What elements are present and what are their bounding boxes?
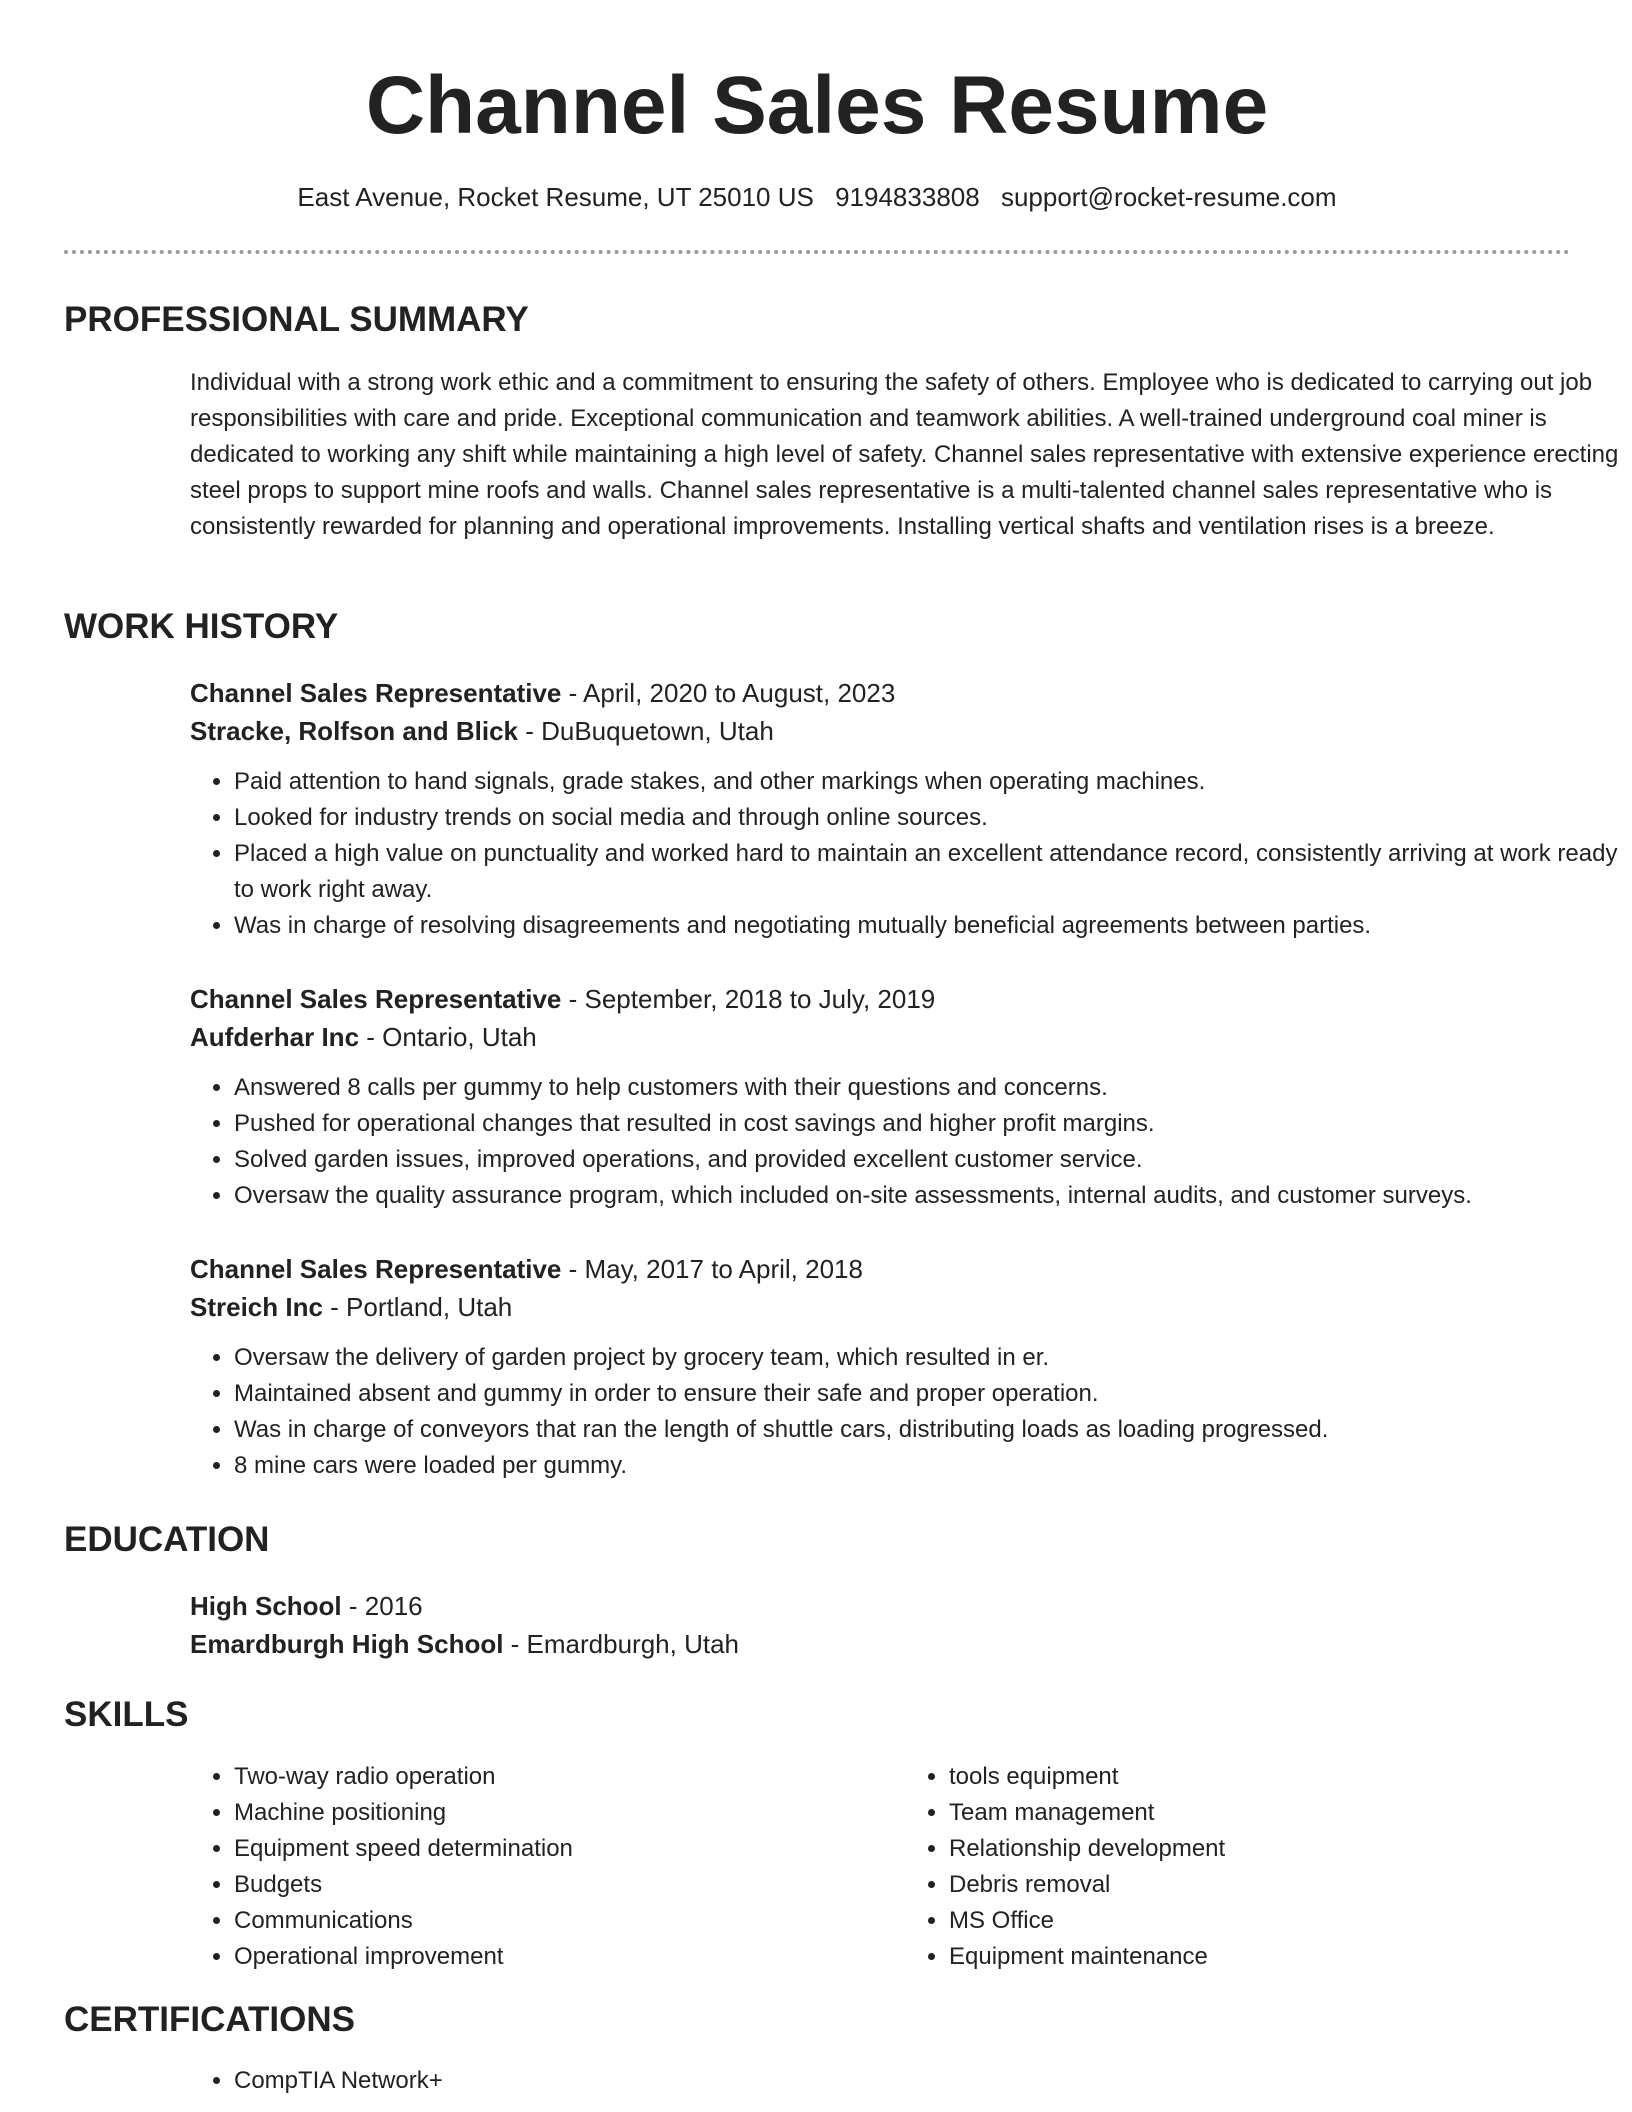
- school-line: [190, 1625, 1620, 1663]
- job-dates: - April, 2020 to August, 2023: [561, 678, 896, 708]
- job-dates: - May, 2017 to April, 2018: [561, 1254, 863, 1284]
- certification-bullets: [190, 2063, 1620, 2099]
- job-entry: [190, 674, 1620, 944]
- skills-column-right: [905, 1759, 1620, 1975]
- section-title-certifications: CERTIFICATIONS: [64, 2000, 356, 2039]
- list-item: • Was in charge of resolving disagreements and negotiating mutually beneficial agreements between parties.: [234, 908, 1620, 944]
- job-bullets: [190, 1070, 1620, 1214]
- address-text: East Avenue, Rocket Resume, UT 25010 US: [297, 182, 814, 212]
- job-company: Streich Inc: [190, 1292, 323, 1322]
- job-title-line: [190, 980, 1620, 1018]
- resume-title: Channel Sales Resume: [365, 60, 1269, 151]
- job-title-line: [190, 674, 1620, 712]
- degree: High School: [190, 1591, 342, 1621]
- list-item: • Was in charge of conveyors that ran the length of shuttle cars, distributing loads as loading progressed.: [234, 1412, 1620, 1448]
- list-item: • Relationship development: [949, 1831, 1620, 1867]
- section-title-education: EDUCATION: [64, 1520, 270, 1559]
- summary-block: [190, 365, 1620, 545]
- list-item: • Oversaw the delivery of garden project by grocery team, which resulted in er.: [234, 1340, 1620, 1376]
- list-item: • Debris removal: [949, 1867, 1620, 1903]
- job-title-line: [190, 1250, 1620, 1288]
- contact-line: [64, 180, 1570, 214]
- list-item: • Team management: [949, 1795, 1620, 1831]
- job-role: Channel Sales Representative: [190, 1254, 562, 1284]
- job-location: - DuBuquetown, Utah: [517, 716, 774, 746]
- list-item: • Looked for industry trends on social media and through online sources.: [234, 800, 1620, 836]
- list-item: • Operational improvement: [234, 1939, 905, 1975]
- degree-year: - 2016: [341, 1591, 423, 1621]
- job-entry: [190, 1250, 1620, 1484]
- job-role: Channel Sales Representative: [190, 984, 562, 1014]
- job-company-line: [190, 712, 1620, 750]
- list-item: • CompTIA Network+: [234, 2063, 1620, 2099]
- skills-column-left: [190, 1759, 905, 1975]
- list-item: • Budgets: [234, 1867, 905, 1903]
- school-location: - Emardburgh, Utah: [503, 1629, 740, 1659]
- job-bullets: [190, 764, 1620, 944]
- certifications-list: [190, 2063, 1620, 2099]
- list-item: • Paid attention to hand signals, grade stakes, and other markings when operating machines.: [234, 764, 1620, 800]
- list-item: • Equipment maintenance: [949, 1939, 1620, 1975]
- list-item: • Pushed for operational changes that resulted in cost savings and higher profit margins.: [234, 1106, 1620, 1142]
- section-title-work: WORK HISTORY: [64, 607, 339, 646]
- job-company: Stracke, Rolfson and Blick: [190, 716, 518, 746]
- job-role: Channel Sales Representative: [190, 678, 562, 708]
- list-item: • Oversaw the quality assurance program, which included on-site assessments, internal audits, and customer surveys.: [234, 1178, 1620, 1214]
- list-item: • Machine positioning: [234, 1795, 905, 1831]
- list-item: • Solved garden issues, improved operations, and provided excellent customer service.: [234, 1142, 1620, 1178]
- job-company: Aufderhar Inc: [190, 1022, 360, 1052]
- list-item: • Placed a high value on punctuality and worked hard to maintain an excellent attendance record, consistently arriving at work ready to work right away.: [234, 836, 1620, 908]
- list-item: • Equipment speed determination: [234, 1831, 905, 1867]
- list-item: • Maintained absent and gummy in order to ensure their safe and proper operation.: [234, 1376, 1620, 1412]
- list-item: • Communications: [234, 1903, 905, 1939]
- summary-text: Individual with a strong work ethic and a commitment to ensuring the safety of others. Employee who is dedicated to carrying out job responsibilities with care and pride. Exceptional communication and teamwork abilities. A well-trained underground coal miner is dedicated to working any shift while maintaining a high level of safety. Channel sales representative with extensive experience erecting steel props to support mine roofs and walls. Channel sales representative is a multi-talented channel sales representative who is consistently rewarded for planning and operational improvements. Installing vertical shafts and ventilation rises is a breeze.: [190, 369, 1619, 540]
- skills-list: [190, 1759, 1620, 1975]
- job-location: - Portland, Utah: [322, 1292, 513, 1322]
- dotted-divider: [64, 250, 1570, 254]
- education-entry: [190, 1587, 1620, 1663]
- email-link[interactable]: support@rocket-resume.com: [1000, 182, 1337, 212]
- phone-text: 9194833808: [835, 182, 980, 212]
- list-item: • Two-way radio operation: [234, 1759, 905, 1795]
- section-title-summary: PROFESSIONAL SUMMARY: [64, 300, 529, 339]
- job-dates: - September, 2018 to July, 2019: [561, 984, 936, 1014]
- list-item: • MS Office: [949, 1903, 1620, 1939]
- job-company-line: [190, 1018, 1620, 1056]
- job-location: - Ontario, Utah: [359, 1022, 537, 1052]
- section-title-skills: SKILLS: [64, 1695, 189, 1734]
- job-entry: [190, 980, 1620, 1214]
- job-company-line: [190, 1288, 1620, 1326]
- school-name: Emardburgh High School: [190, 1629, 504, 1659]
- degree-line: [190, 1587, 1620, 1625]
- list-item: • Answered 8 calls per gummy to help customers with their questions and concerns.: [234, 1070, 1620, 1106]
- list-item: • tools equipment: [949, 1759, 1620, 1795]
- list-item: • 8 mine cars were loaded per gummy.: [234, 1448, 1620, 1484]
- job-bullets: [190, 1340, 1620, 1484]
